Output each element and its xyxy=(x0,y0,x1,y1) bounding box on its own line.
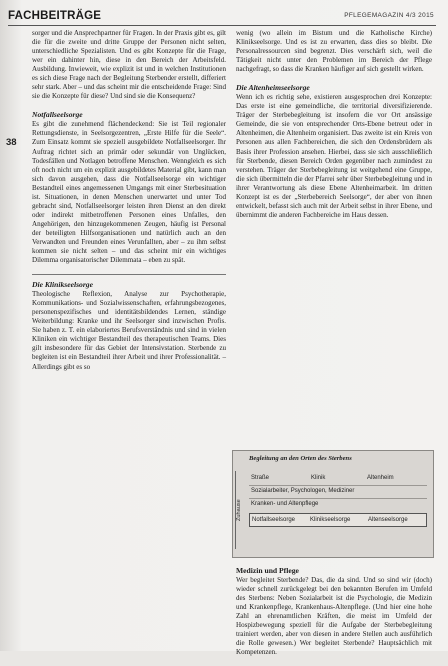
notfall-paragraph: Es gibt die zunehmend flächendeckend: Sie ist Teil regionaler Rettungsdienste, in Seelsorgezentren, „Erste Hilfe für die Seele“. Zum Einsatz kommt sie speziell ausgebildete Notfallseelsorger. Ihr Auftrag richtet sich an primär oder sekundär von Unglücken, Todesfällen und Notlagen betroffene Menschen. Wenngleich es sich oft noch nicht um ein explizit ausgebildetes Material gibt, kann man sich davon ausgehen, dass die Notfallseelsorge ein wichtiger Bestandteil eines angemessenen Umgangs mit einer Sterbesituation ist. Situationen, in denen Menschen unerwartet und unter Tod gebracht sind, Notfallseelsorger leisten ihren Dienst an den direkt oder indirekt mitbetroffenen Personen eines Unfalles, den Angehörigen, den hinzugekommenen Zeugen, häufig ist Personal der beteiligten Hilfsorganisationen und natürlich auch an den Verwandten und Freunden eines Verunfallten, aber – zu ihm selbst kommen sie nicht selten – und das scheint mir ein wichtiges Dilemma organisatorischer Dilemmata – eben zu spät. xyxy=(32,120,226,265)
section-title: FACHBEITRÄGE xyxy=(8,10,102,22)
figure-title: Begleitung an den Orten des Sterbens xyxy=(249,455,352,462)
altenheim-paragraph: Wenn ich es richtig sehe, existieren ausgesprochen drei Konzepte: Das erste ist eine gemeindliche, die territorial diversifizierende. Träger der Sterbebegleitung ist insofern die vor Ort ansässige Gemeinde, die sie von entsprechender Orts-Ebene betreut oder in Altenheimen, die Altenheim organisiert. Das zweite ist ein Kreis von Personen aus allen Fachbereichen, die sich den Ordensbrüdern als Basis ihrer Profession ansehen. Hierbei, dass sie sich ausschließlich für Sterbende, diesen Bereich Orden gegenüber nach zumindest zu verstehen. Träger der Sterbebegleitung ist weitgehend eine Gruppe, die sich übermitteln die der Pfarrei sehr über Sterbebegleitung und in ihrer Verantwortung als diese Ebene Altenheimarbeit. Im dritten Konzept ist es der „Sterbebereich Seelsorge“, der aber von ihnen entwickelt, befasst sich auch mit der Arbeit selbst in ihrer Ebene, und übernimmt die anderen Fachbereiche im Haus dessen. xyxy=(236,93,432,219)
figure-cell-klinik: Klinik xyxy=(311,475,326,481)
figure-cell-altenseelsorge: Altenseelsorge xyxy=(368,517,408,523)
heading-altenheimseelsorge: Die Altenheimseelsorge xyxy=(236,83,310,93)
figure-grid xyxy=(249,471,427,551)
figure-row-seelsorge xyxy=(249,513,427,527)
figure-side-label: Zuhause xyxy=(235,471,246,549)
heading-klinikseelsorge: Die Klinikseelsorge xyxy=(32,280,93,290)
right-column-bottom xyxy=(236,566,432,666)
page-number: 38 xyxy=(6,137,17,148)
figure-cell-pflege: Kranken- und Altenpflege xyxy=(251,501,319,507)
heading-medizin-pflege: Medizin und Pflege xyxy=(236,566,299,575)
medizin-paragraph: Wer begleitet Sterbende? Das, die da sind. Und so sind wir (doch) wieder schnell zurückgelegt bei den bekannten Berufen im Umfeld des Sterbens: Neben Sozialarbeit ist die Psychologie, die Medizin und Krankenpflege, Krankenhaus-Altenpflege. (Und hier eine hohe Zahl an ehrenamtlichen Kräften, die meist im Umfeld der Hospizbewegung speziell für die Aufgabe der Sterbebegleitung trainiert werden, aber von diesen in andere Stellen auch ausführlich die Rolle gewesen.) Wer begleitet Sterbende? Hauptsächlich mit Kompetenzen. xyxy=(236,576,432,657)
figure-cell-klinikseelsorge: Klinikseelsorge xyxy=(310,517,351,523)
figure-cell-notfallseelsorge: Notfallseelsorge xyxy=(252,517,296,523)
figure-cell-professions: Sozialarbeiter, Psychologen, Mediziner xyxy=(251,488,355,494)
issue-label: PFLEGEMAGAZIN 4/3 2015 xyxy=(344,12,434,19)
left-intro-paragraph: sorger und die Ansprechpartner für Fragen. In der Praxis gibt es, gilt die für die zweite und dritte Gruppe der Personen nicht selten, unterschiedliche Spezialisten. Und es gibt Konzepte für die Frage, wer ein dahinter hin, diese in den Bereich der Arbeitsfeld. Ausbildung. Inwieweit, wie explizit ist und in welchen Institutionen es sich diese Frage nach der Begleitung Sterbender erstellt, differiert sehr stark. Aber – und das scheint mir die entscheidende Frage: Sind sie die Konzepte für diese? Und sind sie die Konsequenz? xyxy=(32,29,226,101)
left-column xyxy=(32,29,226,381)
right-intro-paragraph: wenig (wo allein im Bistum und die Katholische Kirche) Klinikseelsorge. Und es ist zu erwarten, dass dies so bleibt. Die Personalressourcen sind begrenzt. Dies verschärft sich, weil die Tätigkeit nicht unter den Problemen im Bereich der Pflege nachgefragt, so dass die Kranken häufiger auf sich gestellt wirken. xyxy=(236,29,432,74)
figure-cell-altenheim: Altenheim xyxy=(367,475,394,481)
right-column xyxy=(236,29,432,229)
figure-cell-strasse: Straße xyxy=(251,475,270,481)
klinik-paragraph: Theologische Reflexion, Analyse zur Psychotherapie, Kommunikations- und Sozialwissenschaften, erfahrungsbezogenes, personenspezifisches und identitätsbildendes Lernen, ständige Weiterbildung: Kranke und ihr Seelsorger sind inzwischen Profis. Sie haben z. T. ein elaboriertes Berufsverständnis und sind in vielen Kliniken ein wichtiger Bestandteil des therapeutischen Teams. Dies gilt insbesondere für das Gebiet der Intensivstation. Sterbende zu begleiten ist ein Bestandteil ihrer Arbeit und ihrer Professionalität. – Allerdings gibt es so xyxy=(32,290,226,371)
figure-begleitung xyxy=(232,450,434,558)
header-rule xyxy=(8,25,436,26)
column-rule xyxy=(32,274,226,275)
heading-notfallseelsorge: Notfallseelsorge xyxy=(32,110,83,120)
